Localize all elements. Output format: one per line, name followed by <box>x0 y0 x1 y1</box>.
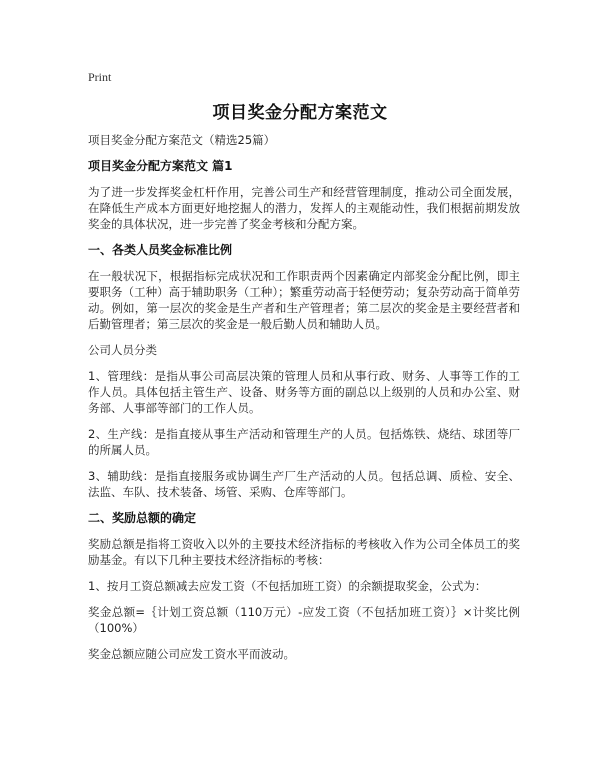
print-label: Print <box>88 70 112 84</box>
list-item-production: 2、生产线：是指直接从事生产活动和管理生产的人员。包括炼铁、烧结、球团等厂的所属人员。 <box>88 427 520 457</box>
document-body <box>88 132 520 672</box>
staff-category-label: 公司人员分类 <box>88 343 157 357</box>
closing-paragraph: 奖金总额应随公司应发工资水平而波动。 <box>88 647 295 661</box>
heading-bonus-total: 二、奖励总额的确定 <box>88 511 197 525</box>
heading-bonus-ratio: 一、各类人员奖金标准比例 <box>88 243 233 257</box>
bonus-total-paragraph: 奖励总额是指将工资收入以外的主要技术经济指标的考核收入作为公司全体员工的奖励基金。有以下几种主要技术经济指标的考核： <box>88 537 520 567</box>
list-item-monthly-wage: 1、按月工资总额减去应发工资（不包括加班工资）的余额提取奖金，公式为： <box>88 579 487 593</box>
list-item-management: 1、管理线：是指从事公司高层决策的管理人员和从事行政、财务、人事等工作的工作人员。具体包括主管生产、设备、财务等方面的副总以上级别的人员和办公室、财务部、人事部等部门的工作人员。 <box>88 369 520 415</box>
section-title: 项目奖金分配方案范文 篇1 <box>88 159 233 173</box>
bonus-ratio-paragraph: 在一般状况下，根据指标完成状况和工作职责两个因素确定内部奖金分配比例，即主要职务（工种）高于辅助职务（工种）；繁重劳动高于轻便劳动；复杂劳动高于简单劳动。例如，第一层次的奖金是生产者和生产管理者；第二层次的奖金是主要经营者和后勤管理者；第三层次的奖金是一般后勤人员和辅助人员。 <box>88 269 520 331</box>
list-item-auxiliary: 3、辅助线：是指直接服务或协调生产厂生产活动的人员。包括总调、质检、安全、法监、车队、技术装备、场管、采购、仓库等部门。 <box>88 469 520 499</box>
document-subtitle: 项目奖金分配方案范文（精选25篇） <box>88 133 276 147</box>
page-title: 项目奖金分配方案范文 <box>212 103 388 123</box>
bonus-formula: 奖金总额=｛计划工资总额（110万元）-应发工资（不包括加班工资）｝×计奖比例（100%） <box>88 605 520 635</box>
intro-paragraph: 为了进一步发挥奖金杠杆作用，完善公司生产和经营管理制度，推动公司全面发展，在降低生产成本方面更好地挖掘人的潜力，发挥人的主观能动性，我们根据前期发放奖金的具体状况，进一步完善了奖金考核和分配方案。 <box>88 185 520 231</box>
